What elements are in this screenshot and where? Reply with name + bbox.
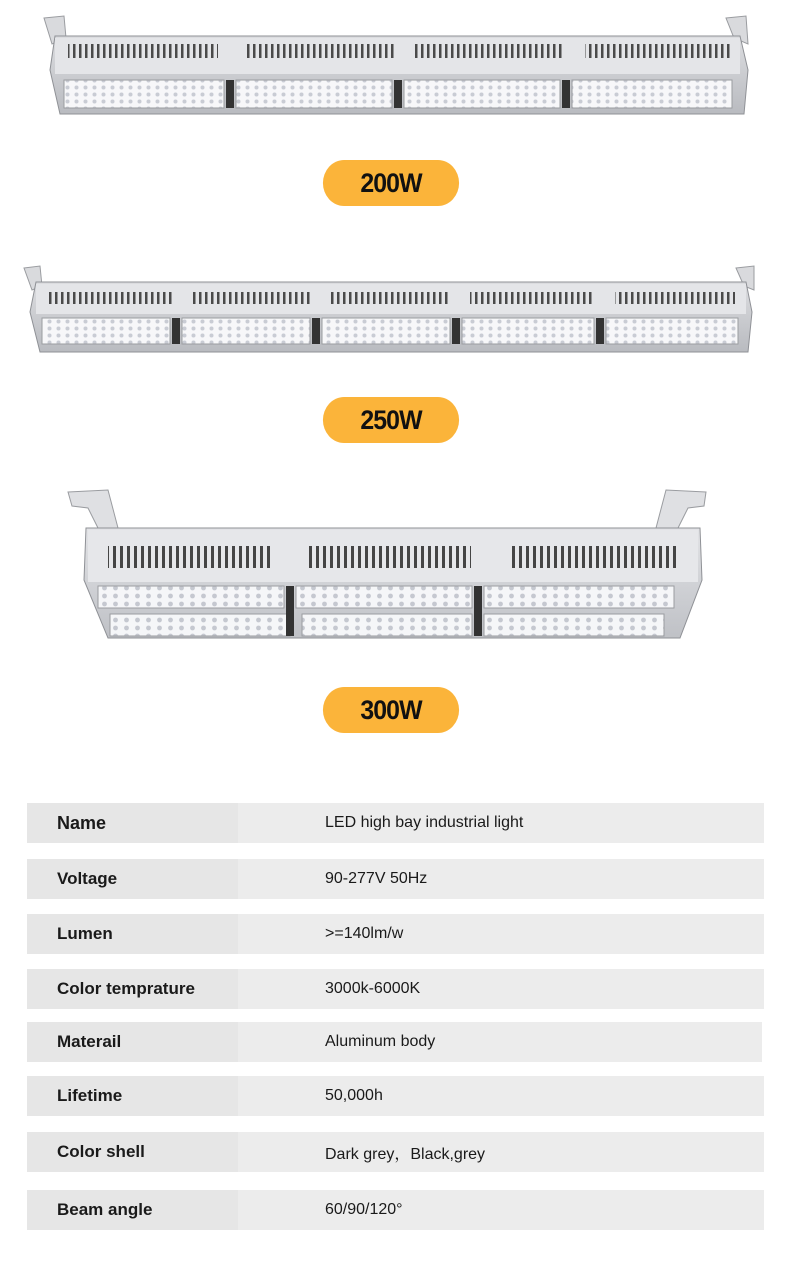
- spec-row-beam-angle: [27, 1190, 764, 1230]
- spec-value: 90-277V 50Hz: [238, 859, 764, 899]
- linear-high-bay-light-4-module: [0, 14, 790, 124]
- spec-row-lifetime: [27, 1076, 764, 1116]
- spec-label: Color temprature: [27, 969, 238, 1009]
- spec-row-voltage: [27, 859, 764, 899]
- spec-label: Color shell: [27, 1132, 238, 1172]
- spec-label: Lumen: [27, 914, 238, 954]
- spec-label: Materail: [27, 1022, 238, 1062]
- linear-high-bay-light-5-module: [0, 262, 790, 362]
- spec-value: >=140lm/w: [238, 914, 764, 954]
- spec-value: Dark grey，Black,grey: [238, 1132, 764, 1172]
- spec-label: Name: [27, 803, 238, 843]
- power-badge-300w: 300W: [323, 687, 459, 733]
- spec-value: Aluminum body: [238, 1022, 762, 1062]
- spec-row-color-shell: [27, 1132, 764, 1172]
- spec-value: LED high bay industrial light: [238, 803, 764, 843]
- power-badge-200w: 200W: [323, 160, 459, 206]
- spec-value: 3000k-6000K: [238, 969, 764, 1009]
- spec-row-color-temperature: [27, 969, 764, 1009]
- spec-row-lumen: [27, 914, 764, 954]
- spec-label: Lifetime: [27, 1076, 238, 1116]
- spec-label: Beam angle: [27, 1190, 238, 1230]
- spec-row-material: [27, 1022, 762, 1062]
- double-row-high-bay-light: [0, 488, 790, 648]
- spec-value: 50,000h: [238, 1076, 764, 1116]
- product-image-300w: [0, 488, 790, 648]
- power-badge-250w: 250W: [323, 397, 459, 443]
- spec-label: Voltage: [27, 859, 238, 899]
- product-image-250w: [0, 262, 790, 362]
- product-image-200w: [0, 14, 790, 124]
- spec-row-name: [27, 803, 764, 843]
- spec-value: 60/90/120°: [238, 1190, 764, 1230]
